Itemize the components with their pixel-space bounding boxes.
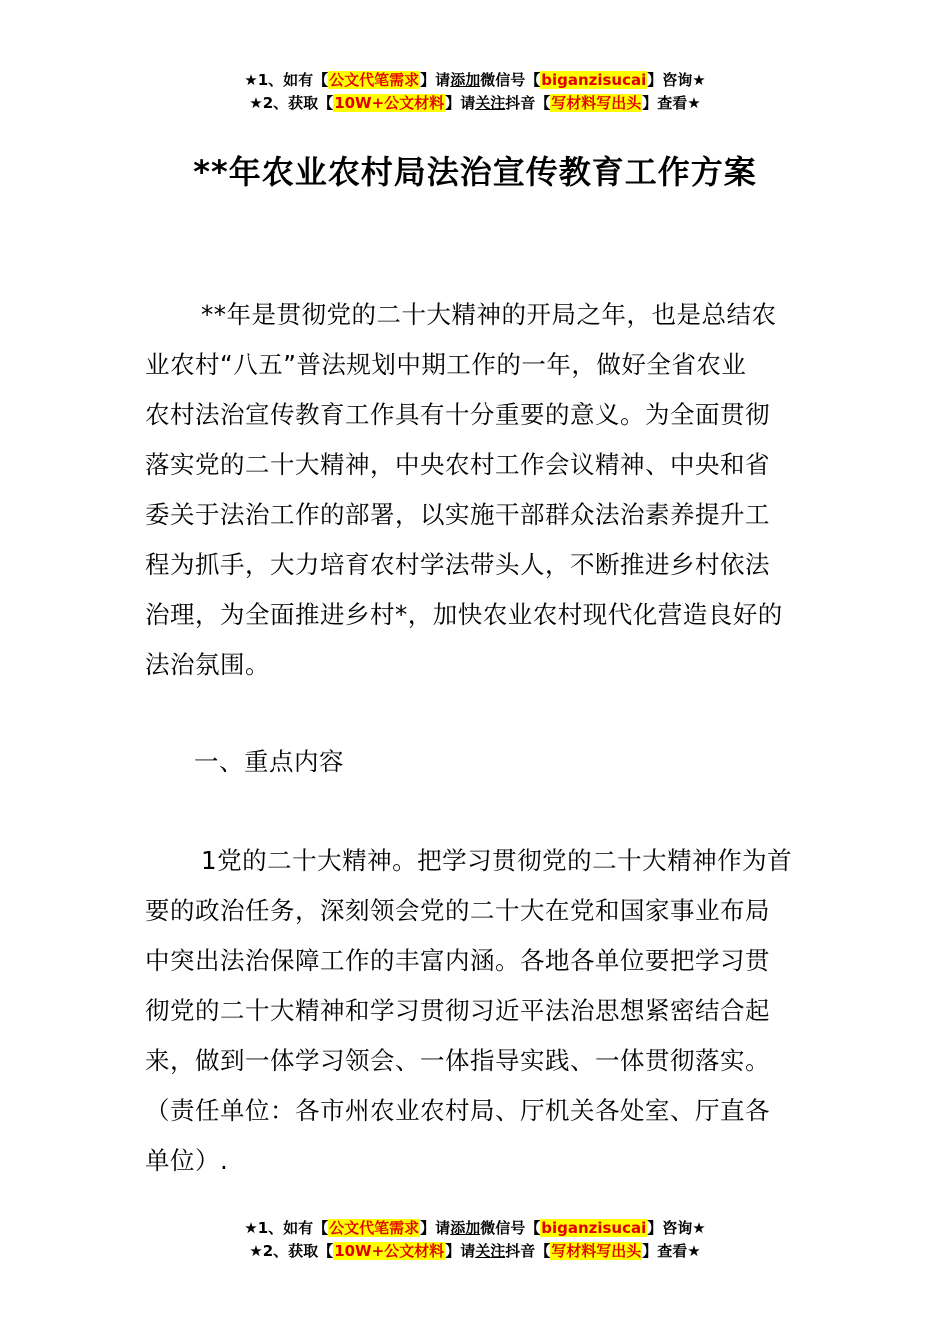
wechat-id-highlight: biganzisucai	[541, 71, 647, 89]
section-heading-text: 一、重点内容	[194, 747, 344, 776]
section-heading	[145, 737, 813, 787]
banner-text: 抖音【	[505, 94, 551, 112]
banner-text: 】查看★	[642, 94, 701, 112]
banner-text: 】请	[445, 1242, 476, 1260]
paragraph-line: 中突出法治保障工作的丰富内涵。各地各单位要把学习贯	[145, 946, 770, 975]
banner-line-1	[0, 69, 950, 92]
douyin-id-highlight: 写材料写出头	[551, 1242, 642, 1260]
paragraph-line: 业农村“八五”普法规划中期工作的一年，做好全省农业	[145, 350, 747, 379]
banner-highlight: 公文代笔需求	[329, 71, 420, 89]
banner-text: 】查看★	[642, 1242, 701, 1260]
paragraph-line: 彻党的二十大精神和学习贯彻习近平法治思想紧密结合起	[145, 996, 770, 1025]
paragraph-line: 治理，为全面推进乡村*，加快农业农村现代化营造良好的	[145, 600, 783, 629]
banner-text: 抖音【	[505, 1242, 551, 1260]
paragraph-line: 法治氛围。	[145, 650, 270, 679]
banner-line-1	[0, 1217, 950, 1240]
banner-text: 】咨询★	[647, 71, 706, 89]
paragraph-line: **年是贯彻党的二十大精神的开局之年，也是总结农	[201, 300, 777, 329]
banner-line-2	[0, 92, 950, 115]
banner-text: ★1、如有【	[244, 71, 329, 89]
intro-paragraph	[145, 290, 813, 690]
banner-highlight: 10W+公文材料	[334, 1242, 445, 1260]
banner-text: 】请	[420, 71, 451, 89]
banner-highlight: 10W+公文材料	[334, 94, 445, 112]
banner-text: ★1、如有【	[244, 1219, 329, 1237]
paragraph-line: 来，做到一体学习领会、一体指导实践、一体贯彻落实。	[145, 1046, 770, 1075]
douyin-id-highlight: 写材料写出头	[551, 94, 642, 112]
banner-text: 】咨询★	[647, 1219, 706, 1237]
banner-underlined-text: 添加	[450, 1219, 481, 1237]
banner-text: 微信号【	[480, 1219, 541, 1237]
paragraph-line: 落实党的二十大精神，中央农村工作会议精神、中央和省	[145, 450, 770, 479]
bottom-banner	[0, 1217, 950, 1263]
banner-text: 】请	[445, 94, 476, 112]
banner-underlined-text: 关注	[475, 1242, 506, 1260]
banner-line-2	[0, 1240, 950, 1263]
document-title: **年农业农村局法治宣传教育工作方案	[193, 153, 757, 191]
banner-underlined-text: 添加	[450, 71, 481, 89]
banner-highlight: 公文代笔需求	[329, 1219, 420, 1237]
paragraph-line: 要的政治任务，深刻领会党的二十大在党和国家事业布局	[145, 896, 770, 925]
banner-text: 】请	[420, 1219, 451, 1237]
paragraph-line: 委关于法治工作的部署，以实施干部群众法治素养提升工	[145, 500, 770, 529]
paragraph-line: 农村法治宣传教育工作具有十分重要的意义。为全面贯彻	[145, 400, 770, 429]
banner-text: 微信号【	[480, 71, 541, 89]
paragraph-line: （责任单位：各市州农业农村局、厅机关各处室、厅直各	[145, 1096, 770, 1125]
banner-underlined-text: 关注	[475, 94, 506, 112]
wechat-id-highlight: biganzisucai	[541, 1219, 647, 1237]
key-content-paragraph	[145, 836, 813, 1186]
paragraph-line: 单位）.	[145, 1146, 229, 1175]
paragraph-line: 1党的二十大精神。把学习贯彻党的二十大精神作为首	[201, 846, 793, 875]
banner-text: ★2、获取【	[249, 94, 334, 112]
banner-text: ★2、获取【	[249, 1242, 334, 1260]
paragraph-line: 程为抓手，大力培育农村学法带头人，不断推进乡村依法	[145, 550, 770, 579]
top-banner	[0, 69, 950, 115]
